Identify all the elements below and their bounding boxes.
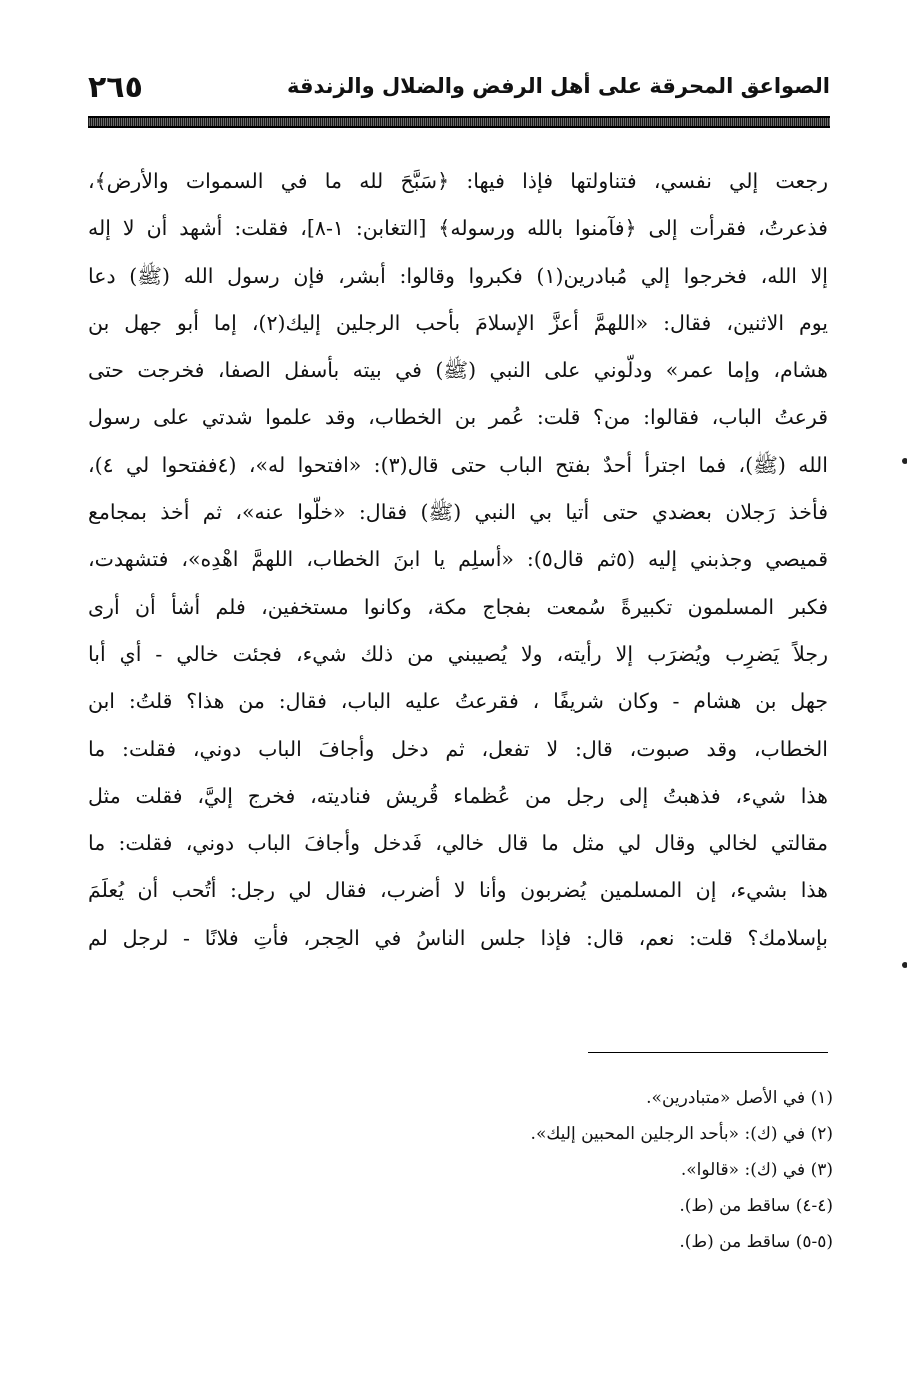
footnote: (٣) في (ك): «قالوا».: [680, 1160, 833, 1180]
text-line: هذا شيء، فذهبتُ إلى رجل من عُظماء قُريش فناديته، فخرج إليَّ، فقلت مثل: [88, 783, 828, 808]
scan-margin-dot: [902, 458, 907, 464]
footnote: (١) في الأصل «متبادرين».: [646, 1088, 833, 1108]
footnote: (٢) في (ك): «بأحد الرجلين المحبين إليك».: [530, 1124, 833, 1144]
text-line: فأخذ رَجلان بعضدي حتى أتيا بي النبي (ﷺ) فقال: «خلّوا عنه»، ثم أخذ بمجامع: [88, 500, 828, 525]
scan-margin-dot: [902, 962, 907, 968]
footnote-separator: [588, 1052, 828, 1053]
text-line: هشام، وإما عمر» ودلّوني على النبي (ﷺ) في بيته بأسفل الصفا، فخرجت حتى: [88, 358, 828, 383]
text-line: الله (ﷺ)، فما اجترأ أحدٌ بفتح الباب حتى قال(٣): «افتحوا له»، (٤ففتحوا لي ٤)،: [88, 452, 828, 477]
text-line: جهل بن هشام - وكان شريفًا ، فقرعتُ عليه الباب، فقال: من هذا؟ قلتُ: ابن: [88, 689, 828, 714]
text-line: رجلاً يَضرِب ويُضرَب إلا رأيته، ولا يُصيبني من ذلك شيء، فجئت خالي - أي أبا: [88, 641, 828, 666]
text-line: الخطاب، وقد صبوت، قال: لا تفعل، ثم دخل وأجافَ الباب دوني، فقلت: ما: [88, 736, 828, 761]
header-rule: [88, 116, 830, 128]
text-line: بإسلامك؟ قلت: نعم، قال: فإذا جلس الناسُ في الحِجر، فأتِ فلانًا - لرجل لم: [88, 925, 828, 950]
footnotes: [88, 1080, 833, 1260]
text-line: فذعرتُ، فقرأت إلى ﴿فآمنوا بالله ورسوله﴾ [التغابن: ١-٨]، فقلت: أشهد أن لا إله: [88, 216, 828, 241]
text-line: قرعتُ الباب، فقالوا: من؟ قلت: عُمر بن الخطاب، وقد علموا شدتي على رسول: [88, 405, 828, 430]
footnote: (٤-٤) ساقط من (ط).: [679, 1196, 833, 1216]
text-line: فكبر المسلمون تكبيرةً سُمعت بفجاج مكة، وكانوا مستخفين، فلم أشأ أن أرى: [88, 594, 828, 619]
page-number: ٢٦٥: [88, 70, 143, 105]
text-line: قميصي وجذبني إليه (٥ثم قال٥): «أسلِم يا ابنَ الخطاب، اللهمَّ اهْدِه»، فتشهدت،: [88, 547, 828, 572]
text-line: هذا بشيء، إن المسلمين يُضربون وأنا لا أضرب، فقال لي رجل: أتُحب أن يُعلَمَ: [88, 878, 828, 903]
page-header: [88, 70, 830, 114]
main-text: [88, 158, 828, 962]
footnote: (٥-٥) ساقط من (ط).: [679, 1232, 833, 1252]
text-line: رجعت إلي نفسي، فتناولتها فإذا فيها: ﴿سَبَّحَ لله ما في السموات والأرض﴾،: [88, 169, 828, 193]
running-title: الصواعق المحرقة على أهل الرفض والضلال والزندقة: [286, 74, 830, 98]
text-line: مقالتي لخالي وقال لي مثل ما قال خالي، فَدخل وأجافَ الباب دوني، فقلت: ما: [88, 831, 828, 856]
text-line: إلا الله، فخرجوا إلي مُبادرين(١) فكبروا وقالوا: أبشر، فإن رسول الله (ﷺ) دعا: [88, 263, 828, 288]
text-line: يوم الاثنين، فقال: «اللهمَّ أعزَّ الإسلامَ بأحب الرجلين إليك(٢)، إما أبو جهل بن: [88, 310, 828, 335]
